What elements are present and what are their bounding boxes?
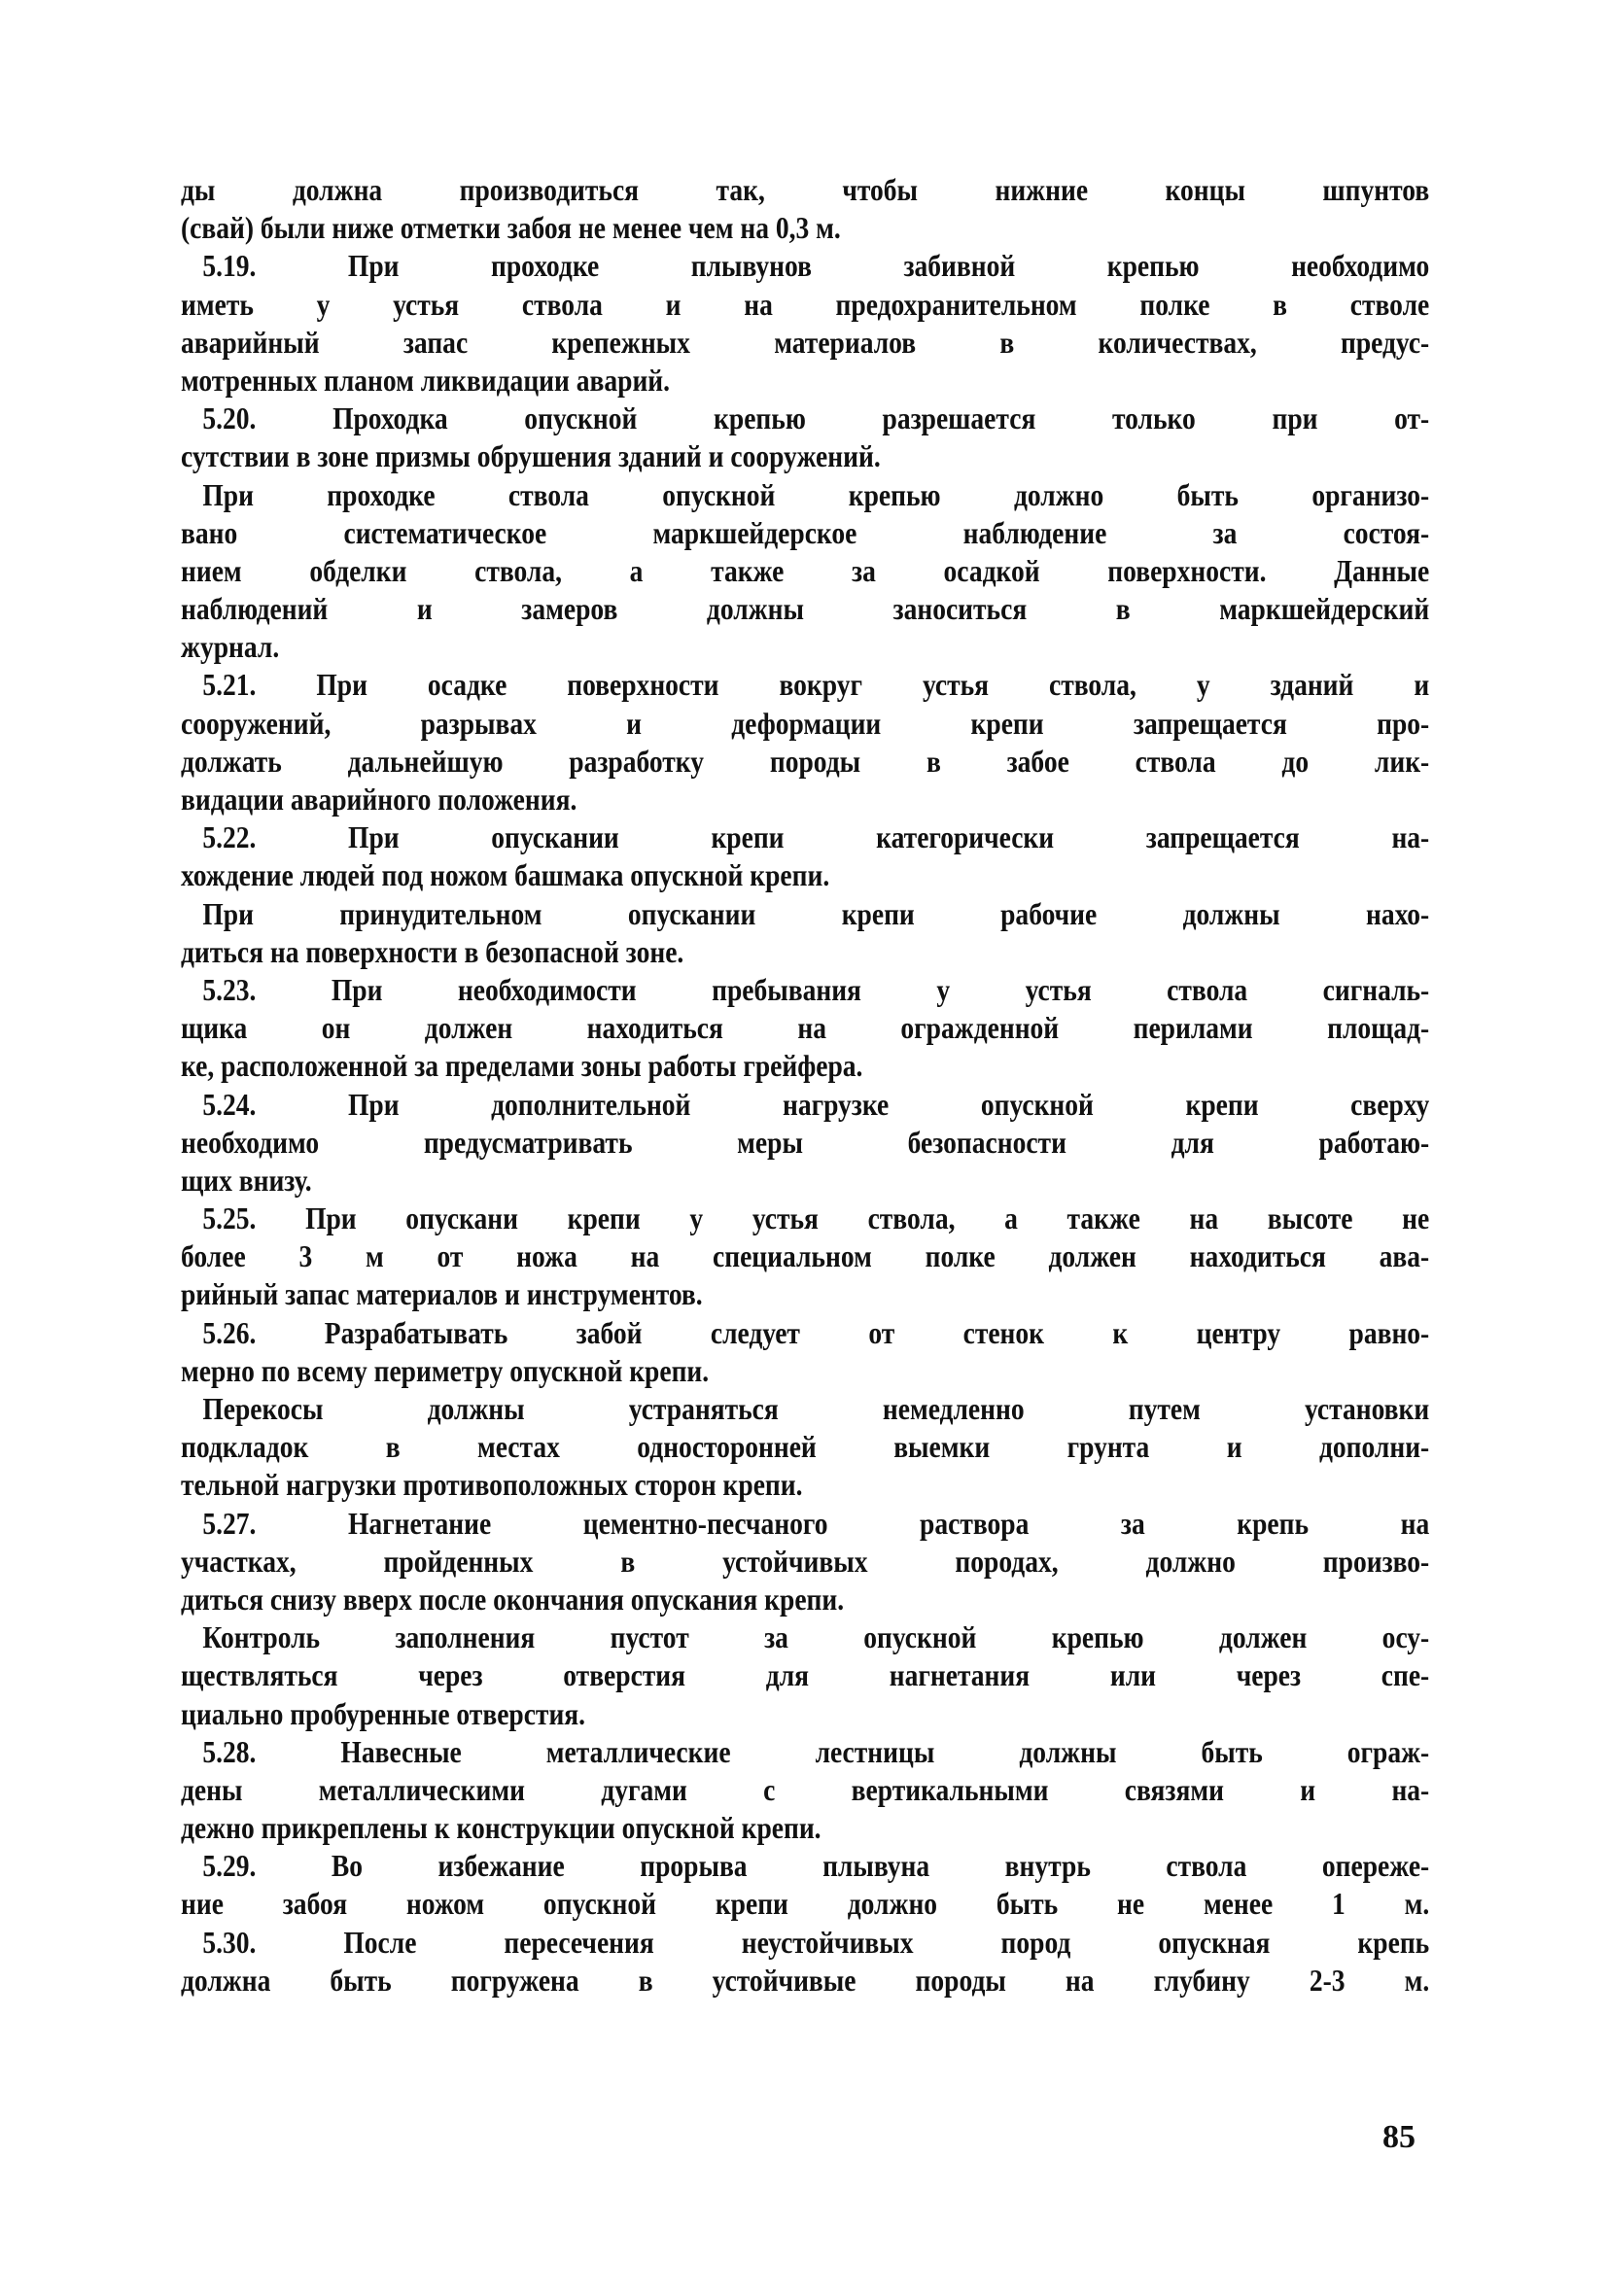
text-line: 5.25. При опускани крепи у устья ствола, а также на высоте не (202, 1200, 1430, 1236)
text-line: 5.27. Нагнетание цементно-песчаного раствора за крепь на (202, 1505, 1430, 1541)
text-line: 5.22. При опускании крепи категорически запрещается на- (202, 819, 1430, 855)
text-line: мотренных планом ликвидации аварий. (181, 362, 671, 398)
text-line: дежно прикреплены к конструкции опускной крепи. (181, 1810, 821, 1846)
text-line: ды должна производиться так, чтобы нижние концы шпунтов (181, 172, 1430, 207)
text-line: Перекосы должны устраняться немедленно путем установки (202, 1391, 1430, 1426)
text-line: должать дальнейшую разработку породы в забое ствола до лик- (181, 743, 1430, 779)
text-line: 5.26. Разрабатывать забой следует от стенок к центру равно- (202, 1314, 1430, 1350)
text-line: хождение людей под ножом башмака опускной крепи. (181, 857, 830, 893)
text-line: 5.19. При проходке плывунов забивной крепью необходимо (202, 248, 1430, 284)
text-line: дены металлическими дугами с вертикальными связями и на- (181, 1771, 1430, 1807)
text-line: аварийный запас крепежных материалов в количествах, предус- (181, 324, 1430, 360)
text-line: тельной нагрузки противоположных сторон крепи. (181, 1467, 803, 1503)
text-line: нием обделки ствола, а также за осадкой поверхности. Данные (181, 552, 1430, 588)
text-line: наблюдений и замеров должны заноситься в маркшейдерский (181, 591, 1430, 627)
text-line: необходимо предусматривать меры безопасности для работаю- (181, 1124, 1430, 1160)
text-line: ние забоя ножом опускной крепи должно быть не менее 1 м. (181, 1886, 1430, 1922)
text-line: вано систематическое маркшейдерское наблюдение за состоя- (181, 514, 1430, 550)
page-body (181, 171, 1429, 2000)
text-line: 5.28. Навесные металлические лестницы должны быть ограж- (202, 1733, 1430, 1769)
text-line: более 3 м от ножа на специальном полке должен находиться ава- (181, 1238, 1430, 1274)
text-line: При проходке ствола опускной крепью должно быть организо- (202, 476, 1430, 512)
text-line: 5.24. При дополнительной нагрузке опускной крепи сверху (202, 1086, 1430, 1122)
text-line: (свай) были ниже отметки забоя не менее чем на 0,3 м. (181, 210, 841, 246)
text-line: подкладок в местах односторонней выемки грунта и дополни- (181, 1429, 1430, 1465)
text-line: 5.21. При осадке поверхности вокруг устья ствола, у зданий и (202, 667, 1430, 703)
page-number: 85 (1382, 2119, 1416, 2155)
text-line: участках, пройденных в устойчивых породах, должно произво- (181, 1543, 1430, 1579)
text-line: При принудительном опускании крепи рабочие должны нахо- (202, 895, 1430, 931)
text-line: рийный запас материалов и инструментов. (181, 1276, 703, 1312)
text-line: сооружений, разрывах и деформации крепи запрещается про- (181, 705, 1430, 741)
text-line: щих внизу. (181, 1162, 312, 1198)
text-line: иметь у устья ствола и на предохранительном полке в стволе (181, 286, 1430, 322)
text-line: сутствии в зоне призмы обрушения зданий и сооружений. (181, 438, 881, 474)
text-line: щика он должен находиться на огражденной перилами площад- (181, 1010, 1430, 1046)
text-line: циально пробуренные отверстия. (181, 1695, 586, 1731)
text-line: журнал. (181, 629, 280, 665)
text-line: 5.29. Во избежание прорыва плывуна внутрь ствола опереже- (202, 1848, 1430, 1884)
text-line: Контроль заполнения пустот за опускной крепью должен осу- (202, 1619, 1430, 1655)
text-line: 5.23. При необходимости пребывания у устья ствола сигналь- (202, 971, 1430, 1007)
text-line: должна быть погружена в устойчивые породы на глубину 2-3 м. (181, 1962, 1430, 1998)
text-line: ществляться через отверстия для нагнетания или через спе- (181, 1657, 1430, 1693)
text-line: ке, расположенной за пределами зоны работы грейфера. (181, 1048, 863, 1084)
text-line: 5.30. После пересечения неустойчивых пород опускная крепь (202, 1924, 1430, 1960)
text-line: диться снизу вверх после окончания опускания крепи. (181, 1581, 845, 1617)
text-line: видации аварийного положения. (181, 782, 577, 817)
text-line: 5.20. Проходка опускной крепью разрешается только при от- (202, 400, 1430, 436)
text-line: диться на поверхности в безопасной зоне. (181, 933, 684, 969)
text-line: мерно по всему периметру опускной крепи. (181, 1352, 710, 1388)
